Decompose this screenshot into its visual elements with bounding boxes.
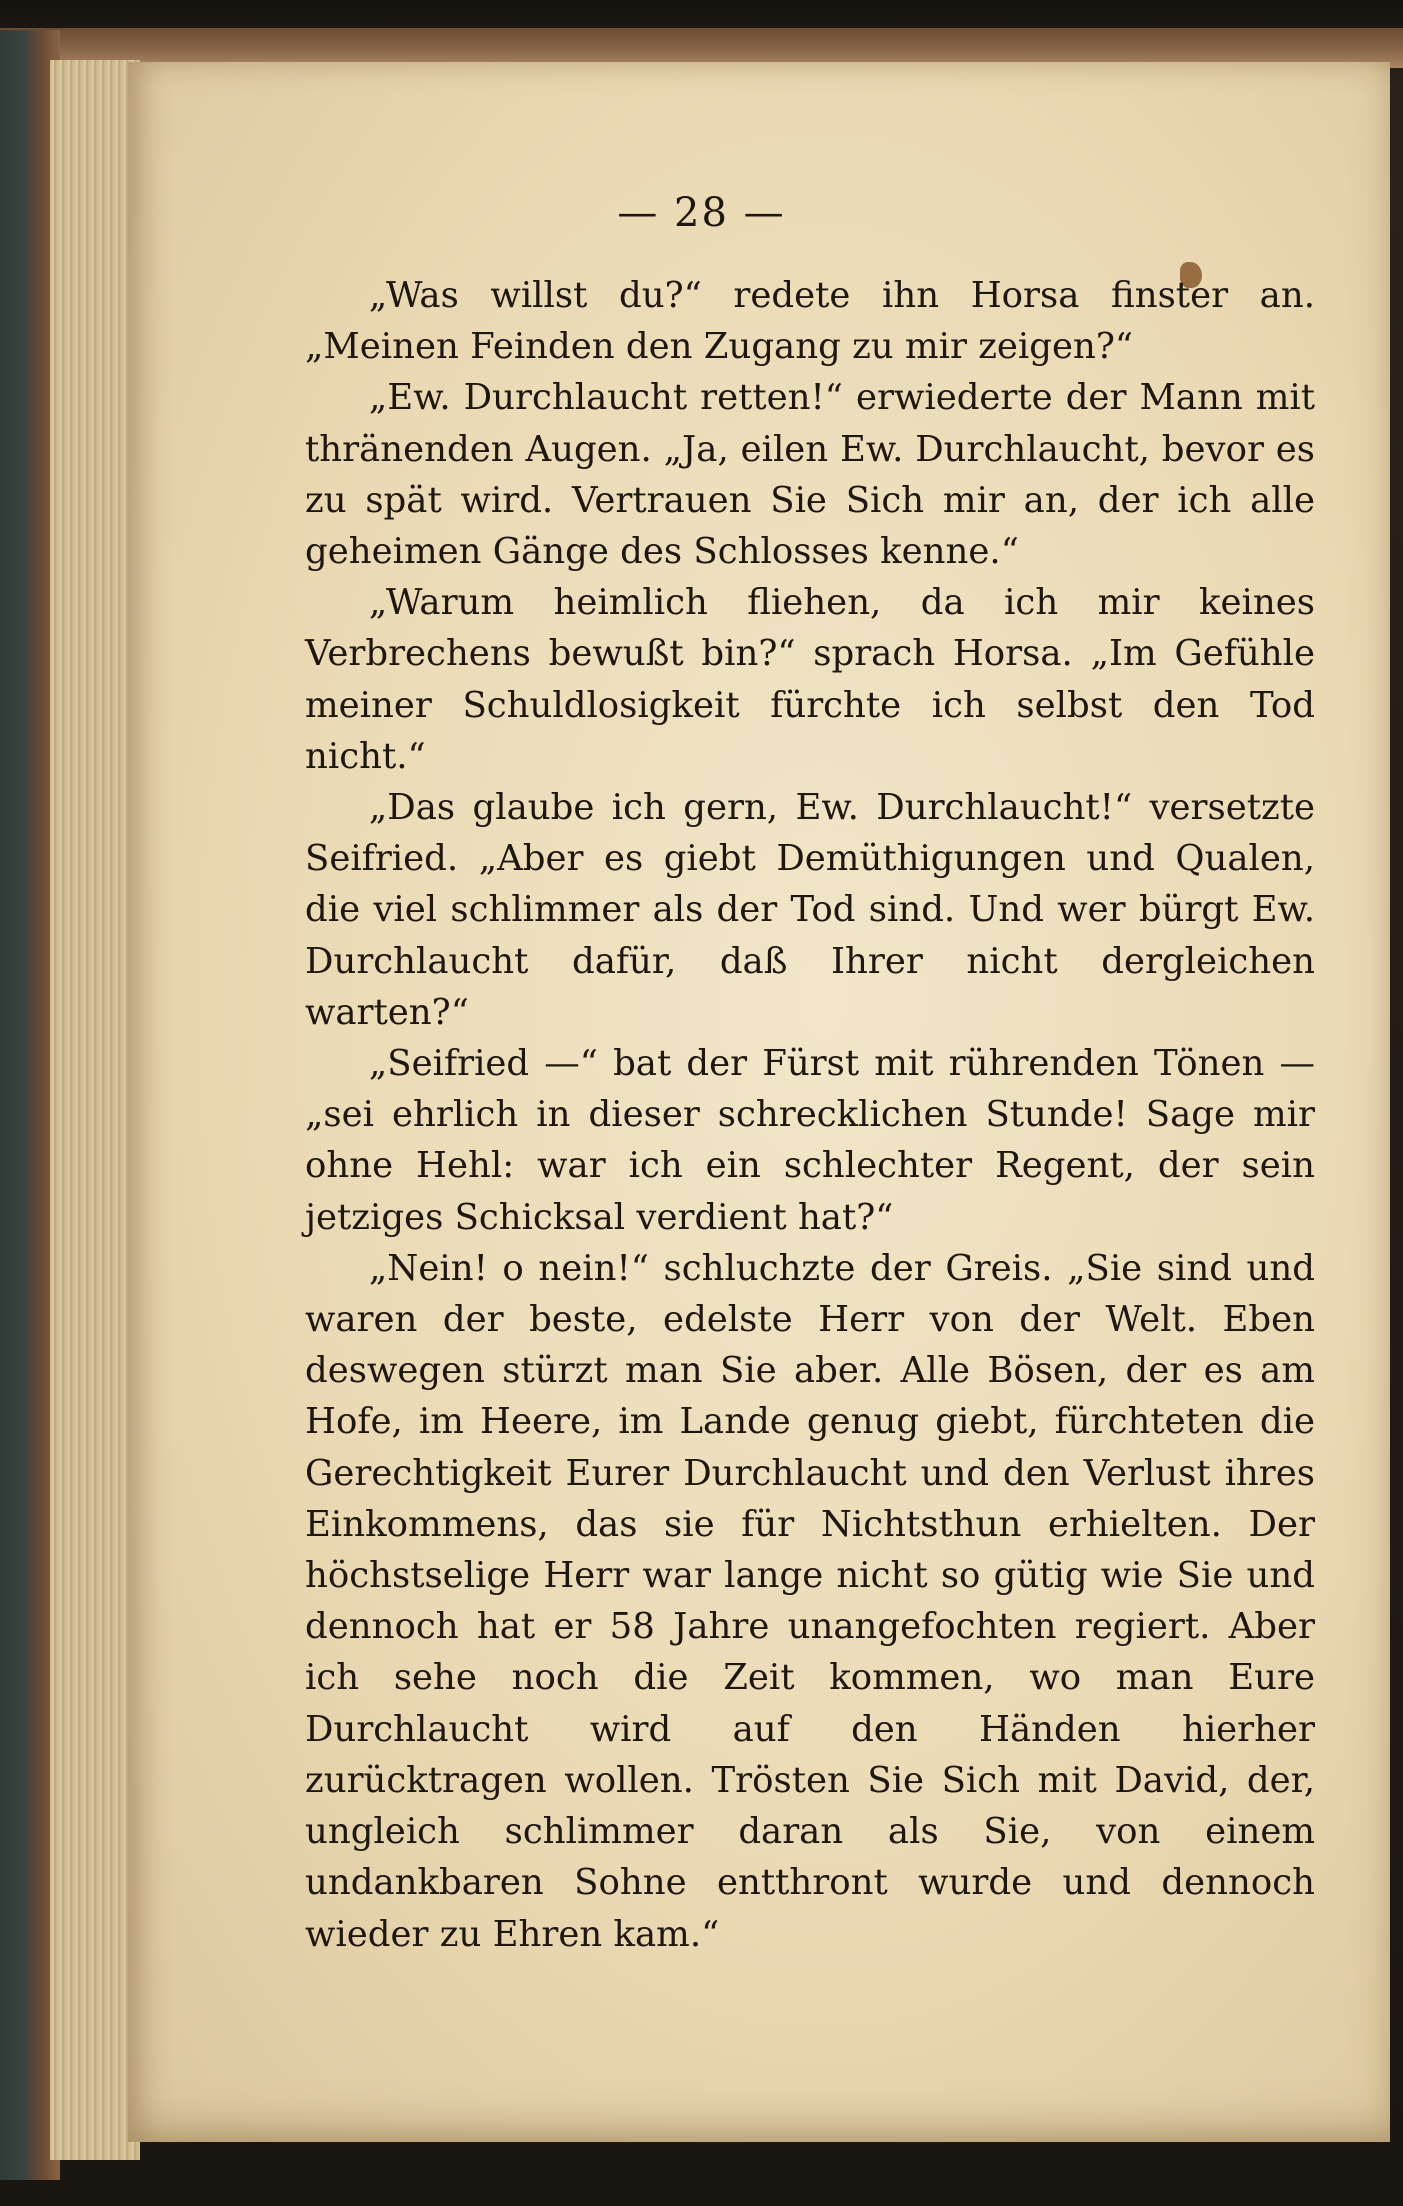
paragraph-3: „Warum heimlich fliehen, da ich mir keines Verbrechens bewußt bin?“ sprach Horsa. „Im Gefühle meiner Schuldlosigkeit fürchte ich selbst den Tod nicht.“ — [305, 582, 1315, 777]
paragraph-5: „Seifried —“ bat der Fürst mit rührenden Tönen — „sei ehrlich in dieser schrecklichen Stunde! Sage mir ohne Hehl: war ich ein schlechter Regent, der sein jetziges Schicksal verdient hat?“ — [305, 1043, 1315, 1238]
page-number: — 28 — — [617, 190, 786, 236]
paragraph-2: „Ew. Durchlaucht retten!“ erwiederte der Mann mit thränenden Augen. „Ja, eilen Ew. Durchlaucht, bevor es zu spät wird. Vertrauen Sie Sich mir an, der ich alle geheimen Gänge des Schlosses kenne.“ — [305, 377, 1315, 573]
page-text — [305, 270, 1315, 1960]
paragraph-6: „Nein! o nein!“ schluchzte der Greis. „Sie sind und waren der beste, edelste Herr von der Welt. Eben deswegen stürzt man Sie aber. Alle Bösen, der es am Hofe, im Heere, im Lande genug giebt, fürchteten die Gerechtigkeit Eurer Durchlaucht und den Verlust ihres Einkommens, das sie für Nichtsthun erhielten. Der höchstselige Herr war lange nicht so gütig wie Sie und dennoch hat er 58 Jahre unangefochten regiert. Aber ich sehe noch die Zeit kommen, wo man Eure Durchlaucht wird auf den Händen hierher zurücktragen wollen. Trösten Sie Sich mit David, der, ungleich schlimmer daran als Sie, von einem undankbaren Sohne entthront wurde und dennoch wieder zu Ehren kam.“ — [305, 1247, 1315, 1955]
paragraph-4: „Das glaube ich gern, Ew. Durchlaucht!“ versetzte Seifried. „Aber es giebt Demüthigungen und Qualen, die viel schlimmer als der Tod sind. Und wer bürgt Ew. Durchlaucht dafür, daß Ihrer nicht dergleichen warten?“ — [305, 787, 1315, 1033]
paragraph-1: „Was willst du?“ redete ihn Horsa finster an. „Meinen Feinden den Zugang zu mir zeigen?“ — [305, 275, 1315, 368]
page-edges — [50, 60, 140, 2160]
